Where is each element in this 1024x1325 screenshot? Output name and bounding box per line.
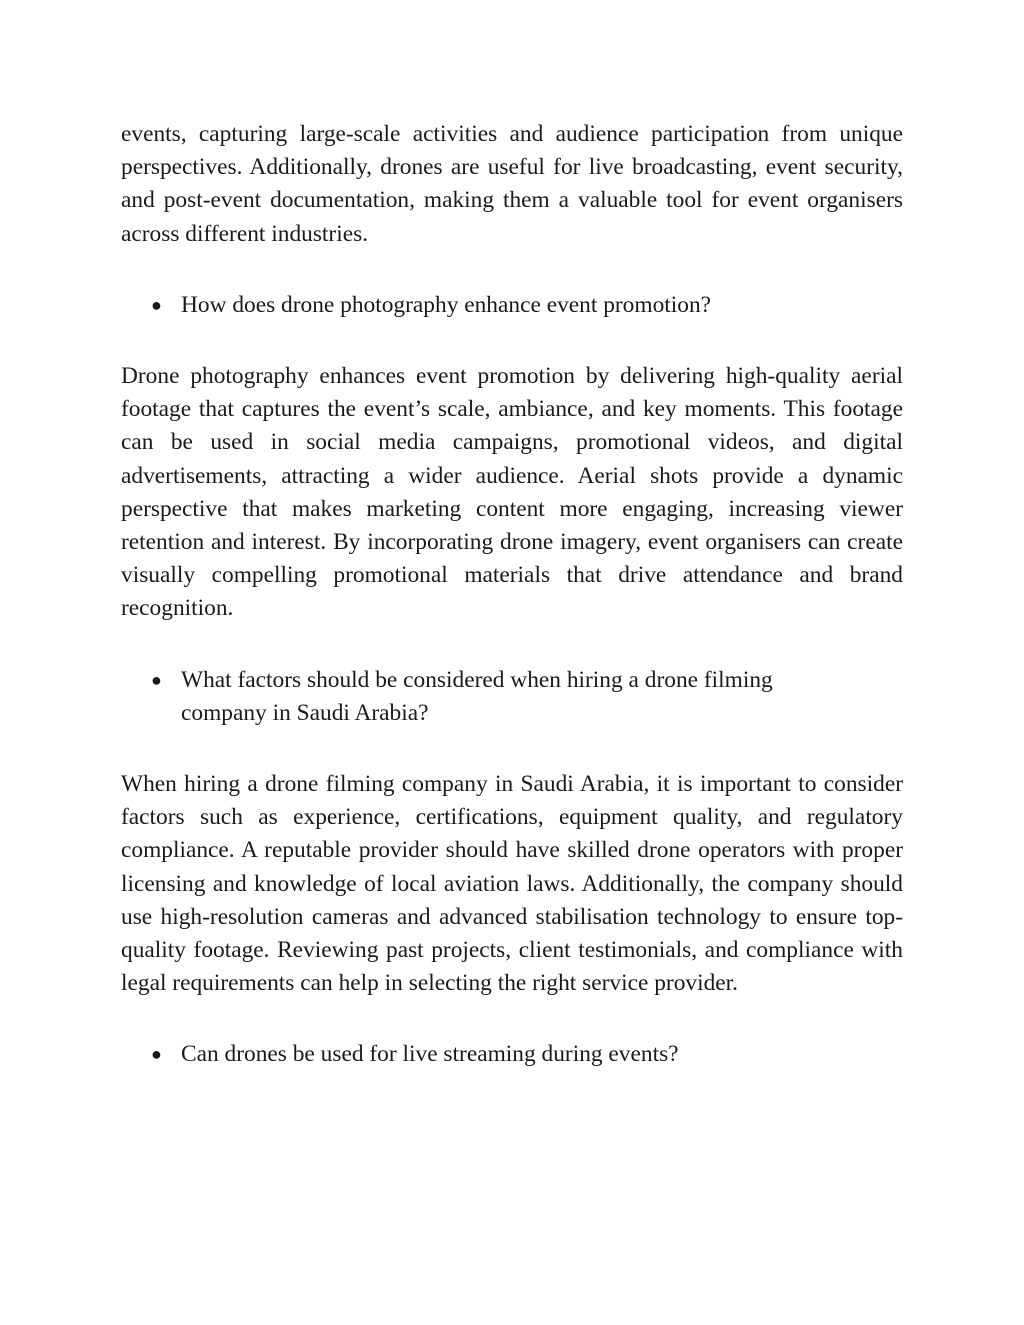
paragraph-promotion-answer: Drone photography enhances event promotion by delivering high-quality aerial footage that captures the event’s scale, ambiance, and key moments. This footage can be used in social media campaigns, promotional videos, and digital advertisements, attracting a wider audience. Aerial shots provide a dynamic perspective that makes marketing content more engaging, increasing viewer retention and interest. By incorporating drone imagery, event organisers can create visually compelling promotional materials that drive attendance and brand recognition. bbox=[121, 363, 903, 622]
faq-question-hiring bbox=[121, 664, 903, 730]
bullet-icon: ● bbox=[151, 669, 162, 690]
bullet-icon: ● bbox=[151, 294, 162, 315]
faq-question-live-streaming bbox=[121, 1038, 903, 1071]
document-page bbox=[121, 118, 903, 1110]
paragraph-intro: events, capturing large-scale activities and audience participation from unique perspectives. Additionally, drones are useful for live broadcasting, event security, and post-event documentation, making them a valuable tool for event organisers across different industries. bbox=[121, 121, 903, 247]
faq-question-promotion bbox=[121, 289, 903, 322]
paragraph-hiring-answer: When hiring a drone filming company in Saudi Arabia, it is important to consider factors such as experience, certifications, equipment quality, and regulatory compliance. A reputable provider should have skilled drone operators with proper licensing and knowledge of local aviation laws. Additionally, the company should use high-resolution cameras and advanced stabilisation technology to ensure top-quality footage. Reviewing past projects, client testimonials, and compliance with legal requirements can help in selecting the right service provider. bbox=[121, 771, 903, 997]
question-text: What factors should be considered when hiring a drone filming company in Saudi Arabia? bbox=[181, 666, 773, 726]
question-text: How does drone photography enhance event promotion? bbox=[181, 291, 712, 318]
bullet-icon: ● bbox=[151, 1044, 162, 1065]
question-text: Can drones be used for live streaming during events? bbox=[181, 1041, 679, 1068]
